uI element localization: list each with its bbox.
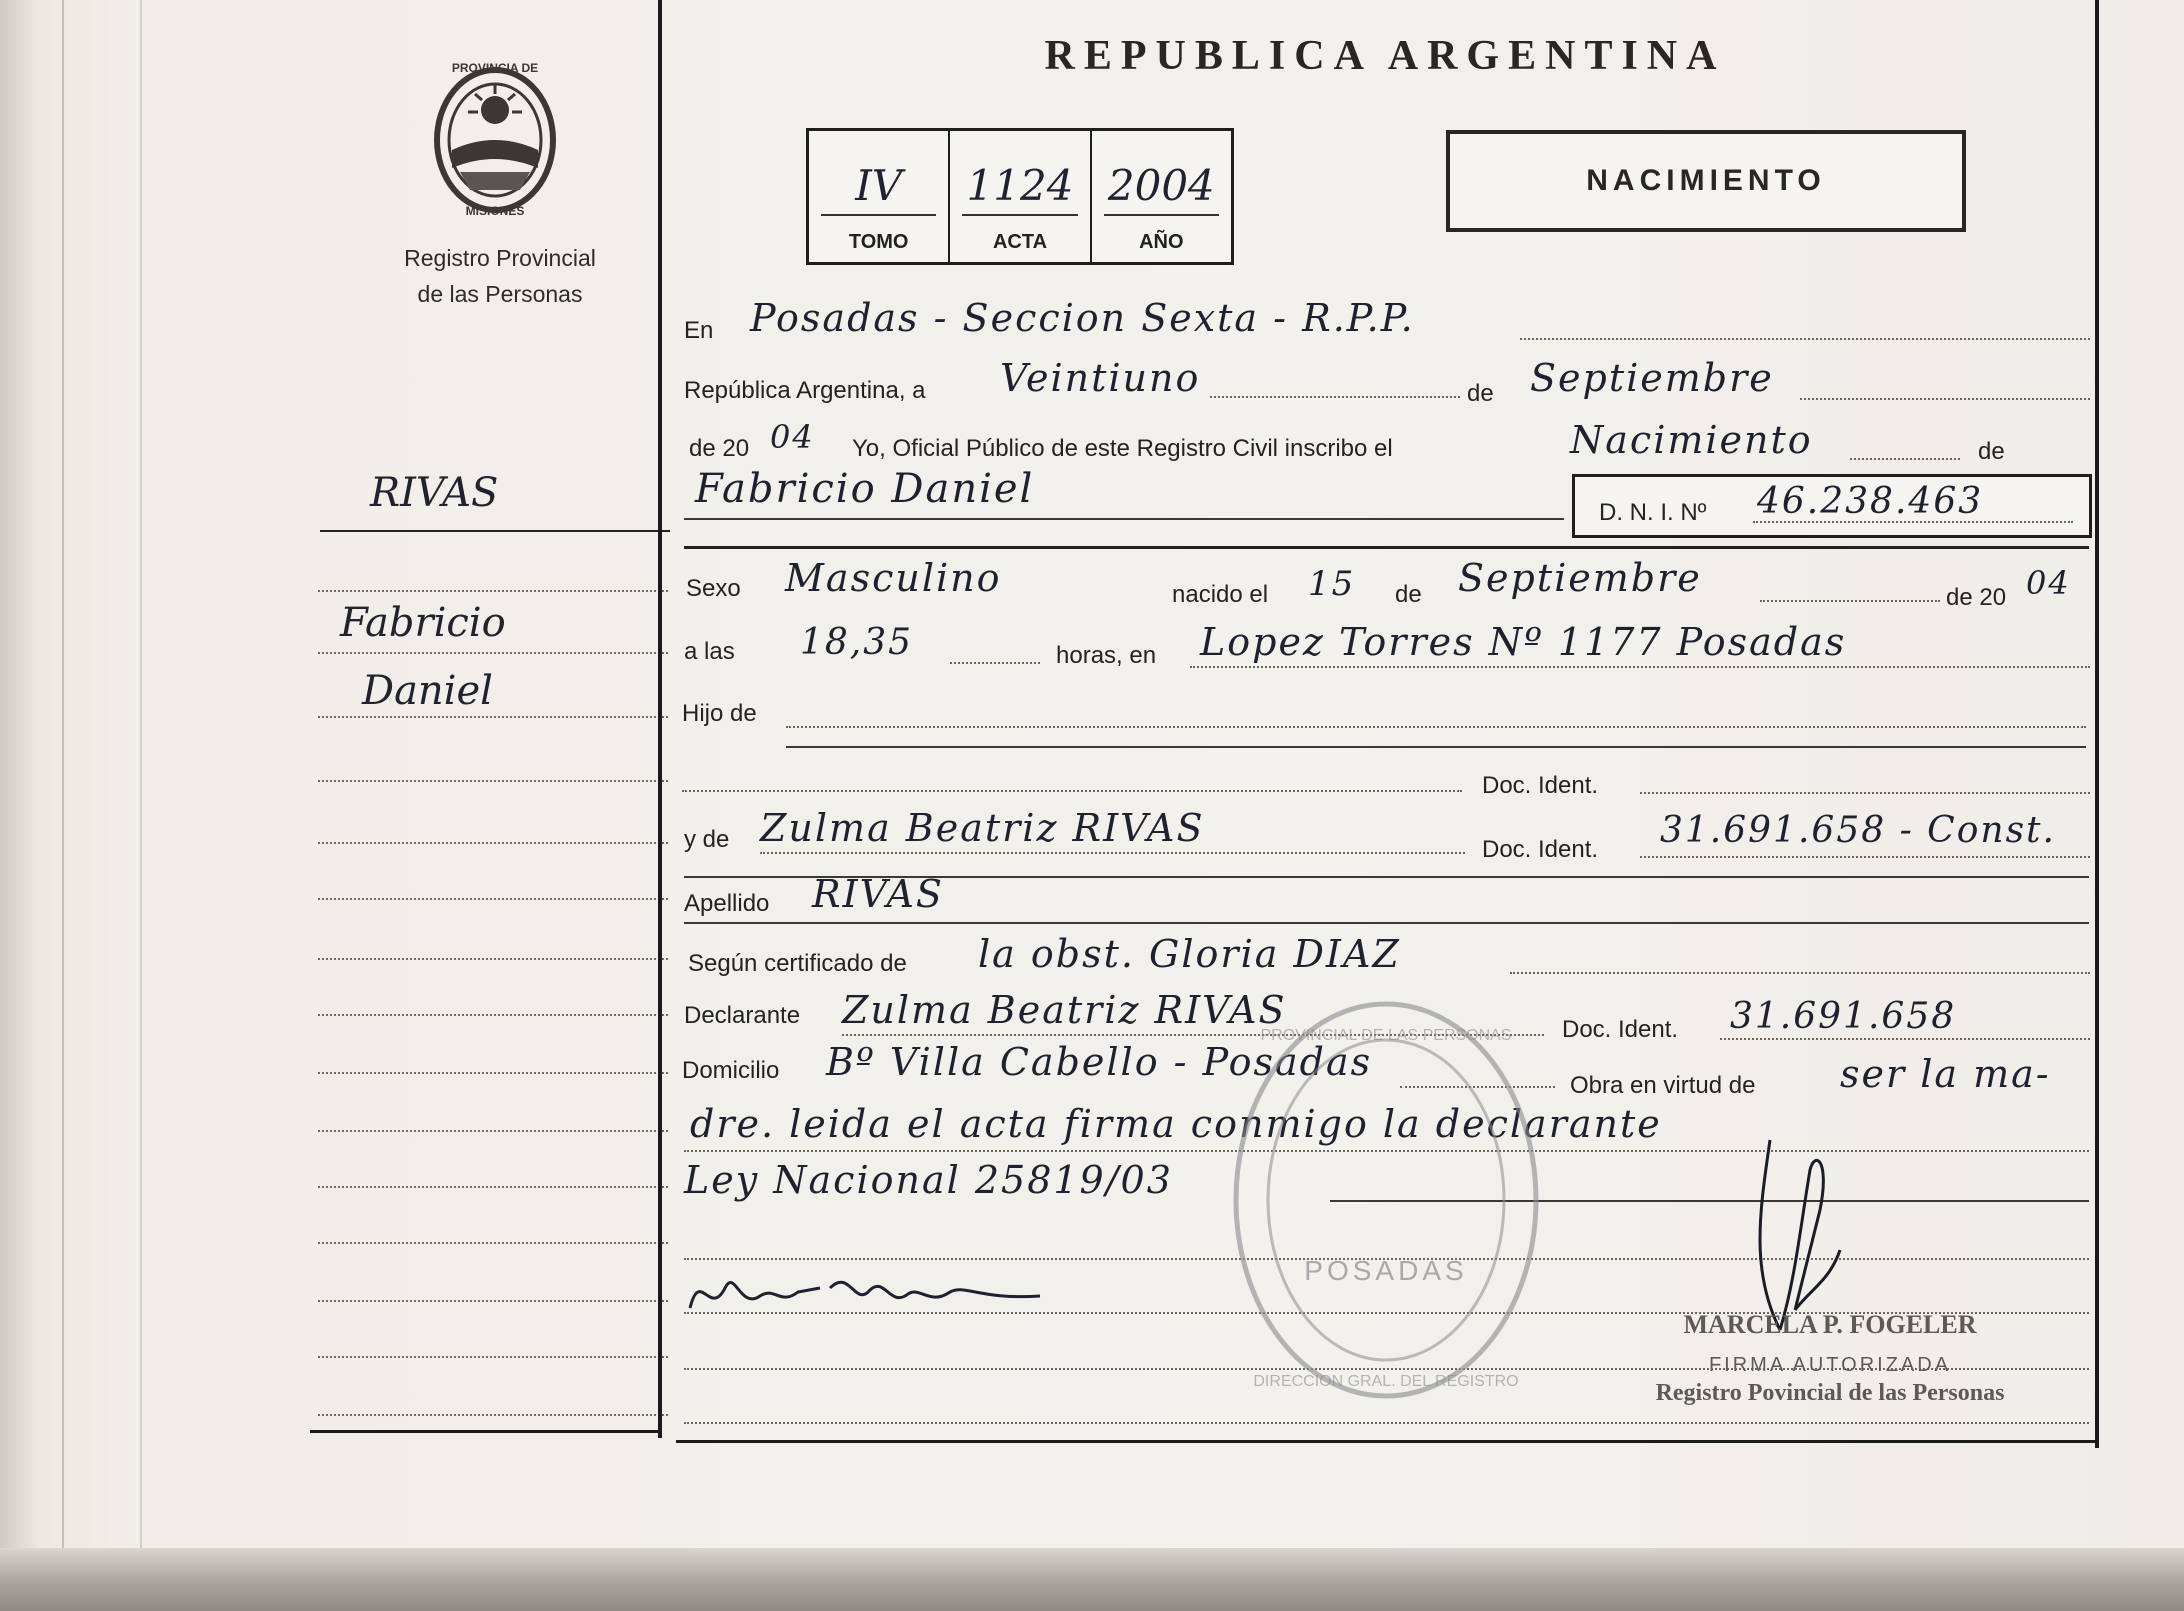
margin-line: [318, 780, 668, 782]
margin-line: [318, 1356, 668, 1358]
declarant-doc-label: Doc. Ident.: [1562, 1016, 1679, 1043]
notes-line-1: dre. leida el acta firma conmigo la declarante: [690, 1102, 1662, 1146]
declarant-value: Zulma Beatriz RIVAS: [842, 988, 1287, 1032]
day-fill-line: [1210, 396, 1460, 398]
margin-line: [318, 898, 668, 900]
day-in-words: Veintiuno: [1000, 356, 1201, 400]
ref-cell-tomo: [809, 131, 950, 262]
official-office: Registro Povincial de las Personas: [1655, 1380, 2005, 1406]
form-right-border: [2095, 0, 2099, 1448]
registry-name-line-2: de las Personas: [417, 281, 583, 307]
surname-label: Apellido: [684, 890, 770, 917]
margin-line: [318, 1186, 668, 1188]
svg-text:PROVINCIAL DE LAS PERSONAS: PROVINCIAL DE LAS PERSONAS: [1260, 1027, 1512, 1044]
ano-value: 2004: [1092, 161, 1231, 210]
margin-line: [318, 652, 668, 654]
country-title: REPUBLICA ARGENTINA: [1044, 33, 1726, 79]
birth-month-value: Septiembre: [1458, 556, 1702, 600]
left-bottom-rule: [310, 1430, 660, 1433]
declarant-signature: [680, 1248, 1060, 1338]
father-fill-line: [786, 726, 2086, 728]
declarant-label: Declarante: [684, 1002, 801, 1029]
certificate-label: Según certificado de: [688, 950, 907, 977]
de-label-3: de: [1395, 581, 1422, 608]
official-role: FIRMA AUTORIZADA: [1708, 1354, 1952, 1376]
margin-given-name-1: Fabricio: [340, 600, 506, 646]
official-seal-stamp: [1224, 990, 1548, 1410]
record-type-box: NACIMIENTO: [1446, 130, 1966, 232]
de-label-2: de: [1978, 438, 2005, 465]
margin-line: [318, 716, 668, 718]
country-date-label: República Argentina, a: [684, 377, 926, 404]
margin-given-name-2: Daniel: [362, 668, 493, 714]
father-rule: [786, 746, 2086, 748]
right-bottom-rule: [676, 1440, 2096, 1443]
margin-surname-line: [320, 530, 670, 532]
margin-line: [318, 1014, 668, 1016]
act-fill-line: [1850, 458, 1960, 460]
svg-text:PROVINCIA DE: PROVINCIA DE: [451, 61, 539, 75]
reference-table: [806, 128, 1234, 265]
tomo-value: IV: [809, 161, 948, 210]
father-doc-value-line: [1640, 792, 2090, 794]
certificate-value: la obst. Gloria DIAZ: [978, 932, 1401, 976]
surname-value: RIVAS: [812, 872, 944, 916]
binder-crease: [140, 0, 142, 1600]
blank-line: [684, 1422, 2089, 1424]
birth-year-value: 04: [2026, 564, 2071, 602]
year-prefix-label: de 20: [689, 435, 750, 462]
birth-year-prefix: de 20: [1946, 584, 2007, 611]
left-margin-column: [300, 0, 660, 1440]
registry-name-line-1: Registro Provincial: [404, 245, 596, 271]
birth-place-value: Lopez Torres Nº 1177 Posadas: [1200, 620, 1847, 664]
child-name-line: [684, 518, 1564, 520]
born-label: nacido el: [1172, 581, 1269, 608]
child-name: Fabricio Daniel: [695, 466, 1035, 512]
mother-doc-fill-line: [1640, 856, 2090, 858]
mother-doc-value: 31.691.658 - Const.: [1660, 810, 2056, 851]
margin-surname: RIVAS: [370, 470, 499, 516]
acta-label: ACTA: [992, 231, 1048, 253]
ref-cell-acta: [950, 131, 1091, 262]
father-doc-label: Doc. Ident.: [1482, 772, 1599, 799]
birth-time-value: 18,35: [800, 622, 914, 663]
parent-label: Hijo de: [682, 700, 757, 727]
place-value: Posadas - Seccion Sexta - R.P.P.: [750, 296, 1415, 340]
mother-name: Zulma Beatriz RIVAS: [760, 806, 1205, 850]
margin-line: [318, 1242, 668, 1244]
dni-value: 46.238.463: [1757, 481, 1984, 522]
place-fill-line: [1520, 338, 2090, 340]
month-value: Septiembre: [1530, 356, 1774, 400]
ref-cell-ano: [1092, 131, 1231, 262]
time-fill-line: [950, 662, 1040, 664]
birth-place-fill-line: [1190, 666, 2090, 668]
de-label: de: [1467, 380, 1494, 407]
mother-name-fill-line: [760, 852, 1465, 854]
dni-label: D. N. I. Nº: [1599, 499, 1707, 526]
margin-line: [318, 958, 668, 960]
declarant-doc-fill-line: [1720, 1038, 2090, 1040]
sex-value: Masculino: [785, 556, 1002, 600]
mother-doc-label: Doc. Ident.: [1482, 836, 1599, 863]
mother-label: y de: [684, 826, 730, 853]
birth-day-value: 15: [1308, 564, 1356, 604]
domicile-value: Bº Villa Cabello - Posadas: [826, 1040, 1373, 1084]
page-stack-edge: [0, 1548, 2184, 1611]
father-doc-fill-line: [682, 790, 1462, 792]
month-fill-line: [1800, 398, 2090, 400]
acta-value: 1124: [950, 161, 1089, 210]
domicile-label: Domicilio: [682, 1057, 780, 1084]
time-prefix-label: a las: [684, 638, 735, 665]
svg-text:DIRECCION GRAL. DEL REGISTRO: DIRECCION GRAL. DEL REGISTRO: [1253, 1373, 1519, 1390]
dni-fill-line: [1753, 521, 2073, 523]
margin-line: [318, 1130, 668, 1132]
svg-text:MISIONES: MISIONES: [465, 204, 525, 218]
sex-label: Sexo: [686, 575, 741, 602]
margin-line: [318, 1414, 668, 1416]
ano-label: AÑO: [1139, 231, 1184, 253]
coat-of-arms-icon: [420, 50, 570, 220]
surname-rule: [684, 922, 2089, 924]
margin-line: [318, 1072, 668, 1074]
works-value: ser la ma-: [1840, 1052, 2051, 1096]
dni-box: [1572, 474, 2092, 538]
birth-month-fill-line: [1760, 600, 1940, 602]
section-divider: [684, 546, 2089, 549]
time-suffix-label: horas, en: [1056, 642, 1157, 669]
official-name: MARCELA P. FOGELER: [1683, 1310, 1977, 1339]
year-value: 04: [770, 418, 815, 456]
notes-line-2: Ley Nacional 25819/03: [684, 1158, 1173, 1202]
column-divider: [658, 0, 662, 1438]
binder-crease: [62, 0, 64, 1600]
declarant-doc-value: 31.691.658: [1730, 996, 1957, 1037]
works-label: Obra en virtud de: [1570, 1072, 1756, 1099]
certificate-fill-line: [1510, 972, 2090, 974]
registry-name: [300, 240, 700, 312]
place-label: En: [684, 317, 714, 344]
tomo-label: TOMO: [848, 231, 909, 253]
margin-line: [318, 590, 668, 592]
svg-text:POSADAS: POSADAS: [1304, 1255, 1468, 1286]
officer-text: Yo, Oficial Público de este Registro Civil inscribo el: [852, 435, 1393, 462]
margin-line: [318, 1300, 668, 1302]
act-type-value: Nacimiento: [1570, 418, 1813, 462]
margin-line: [318, 842, 668, 844]
